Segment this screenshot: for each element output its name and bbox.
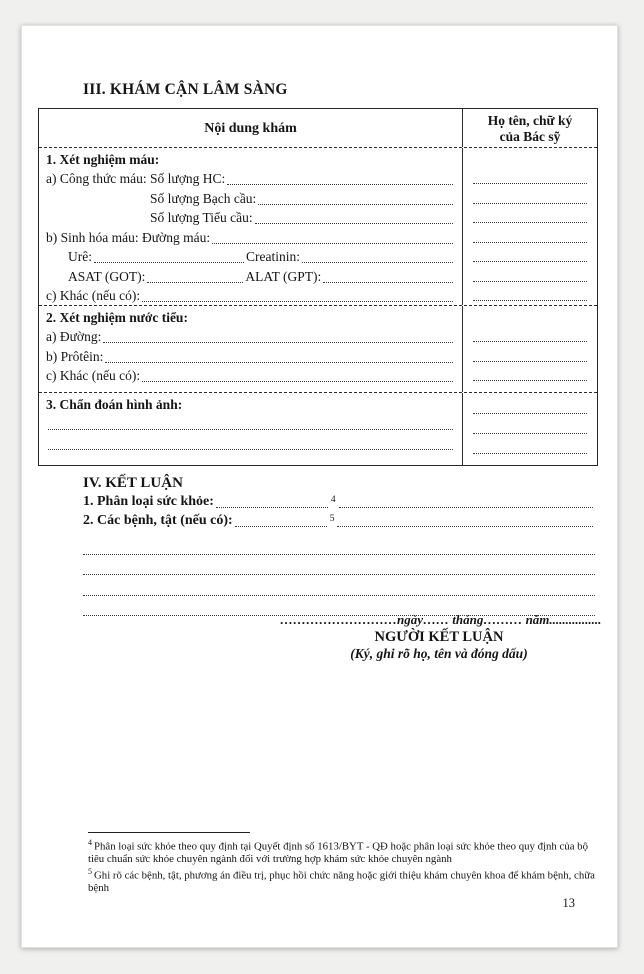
row-blood-sugar [46,227,455,247]
dotted-blank-line [83,555,595,576]
creatinin-label: Creatinin: [246,249,300,264]
col-header-doctor-line1: Họ tên, chữ ký [487,112,573,128]
doctor-signature-line [471,187,589,207]
col-header-doctor-signature [463,109,597,147]
conclusion-blank-lines [83,534,595,616]
doctor-signature-line [471,265,589,285]
doctor-signature-line [471,365,589,385]
doctor-signature-line [471,437,589,457]
dotted-blank [473,222,587,223]
doctor-signature-line [471,397,589,417]
dotted-blank [473,341,587,342]
urine-tests-doctor-cell [463,306,597,392]
dotted-blank [323,282,453,283]
document-page [21,25,618,948]
diseases-label: 2. Các bệnh, tật (nếu có): [83,513,233,528]
signer-instruction: (Ký, ghi rõ họ, tên và đóng dấu) [350,646,528,661]
urine-other-label: c) Khác (nếu có): [46,368,141,383]
blood-tests-doctor-cell [463,148,597,305]
signer-title: NGƯỜI KẾT LUẬN [374,629,504,645]
row-urine-protein [46,346,455,366]
diseases-row [83,511,595,530]
hc-count-label: a) Công thức máu: Số lượng HC: [46,171,226,186]
row-blood-other [46,286,455,306]
wbc-count-label: Số lượng Bạch cầu: [150,190,257,206]
dotted-blank-line [83,534,595,555]
dotted-blank [103,342,453,343]
blood-tests-content [39,148,463,305]
dotted-blank [235,526,327,527]
conclusion-title: IV. KẾT LUẬN [83,475,183,491]
dotted-blank [94,262,244,263]
urine-sugar-label: a) Đường: [46,329,102,344]
row-hc-count [46,169,455,189]
footnote-5 [88,866,596,895]
dotted-blank [302,262,453,263]
doctor-signature-line [471,226,589,246]
ure-label: Urê: [68,249,92,264]
health-classification-label: 1. Phân loại sức khỏe: [83,494,214,509]
dotted-blank [258,204,453,205]
footnote-ref-4: 4 [330,495,336,505]
urine-protein-label: b) Prôtêin: [46,348,104,364]
imaging-doctor-cell [463,393,597,465]
dotted-blank [473,413,587,414]
imaging-title: 3. Chẩn đoán hình ảnh: [46,396,183,412]
row-urine-tests [39,305,597,392]
blood-other-label: c) Khác (nếu có): [46,288,141,303]
urine-tests-title: 2. Xét nghiệm nước tiểu: [46,309,188,325]
doctor-signature-line [471,345,589,365]
page-number: 13 [562,896,575,910]
dotted-blank [473,300,587,301]
dotted-blank [212,243,453,244]
row-urine-sugar [46,327,455,347]
dotted-blank [255,223,453,224]
footnote-4-marker: 4 [88,838,92,847]
dotted-blank [339,507,593,508]
blood-tests-title: 1. Xét nghiệm máu: [46,151,160,167]
row-ure-creatinin [46,247,455,267]
doctor-signature-line [471,168,589,188]
imaging-content [39,393,463,465]
table-header-row [39,109,597,147]
col-header-exam-content: Nội dung khám [39,109,463,147]
health-classification-row [83,492,595,511]
dotted-blank [473,203,587,204]
footnote-divider [88,832,250,833]
doctor-signature-line [471,417,589,437]
signature-block [280,612,602,662]
doctor-signature-line [471,326,589,346]
platelet-count-label: Số lượng Tiểu cầu: [150,210,253,225]
doctor-signature-line [471,246,589,266]
dotted-blank [48,449,453,450]
row-platelet-count [46,208,455,228]
dotted-blank [227,184,453,185]
row-imaging-diagnosis [39,392,597,465]
blood-sugar-label: b) Sinh hóa máu: Đường máu: [46,229,211,245]
row-blood-tests [39,147,597,305]
date-line: ………………………ngày…… tháng……… năm................ [280,612,602,627]
row-asat-alat [46,266,455,286]
doctor-signature-line [471,207,589,227]
row-urine-other [46,366,455,386]
footnote-5-text: Ghi rõ các bệnh, tật, phương án điều trị, phục hồi chức năng hoặc giới thiệu khám chuyên khoa để khám bệnh, chữa bệnh [88,869,595,894]
dotted-blank [48,429,453,430]
dotted-blank [473,281,587,282]
dotted-blank [473,380,587,381]
footnotes [88,832,596,894]
row-wbc-count [46,188,455,208]
dotted-blank [473,433,587,434]
exam-table [38,108,598,466]
dotted-blank [105,362,453,363]
col-header-doctor-line2: của Bác sỹ [499,128,561,144]
doctor-signature-line [471,285,589,305]
dotted-blank [473,361,587,362]
footnote-5-marker: 5 [88,866,92,876]
dotted-blank [142,381,453,382]
dotted-blank [473,453,587,454]
footnote-4-text: Phân loại sức khỏe theo quy định tại Quyết định số 1613/BYT - QĐ hoặc phân loại sức khỏe theo quy định của bộ tiêu chuẩn sức khỏe chuyên ngành đối với trường hợp khám sức khỏe chuyên ngành [88,840,588,866]
imaging-blank-row [46,414,455,434]
urine-tests-content [39,306,463,392]
dotted-blank [337,526,593,527]
section-iii-title: III. KHÁM CẬN LÂM SÀNG [83,81,288,98]
dotted-blank [216,507,328,508]
asat-label: ASAT (GOT): [68,268,146,284]
conclusion-section [83,475,595,616]
dotted-blank [473,183,587,184]
dotted-blank [473,261,587,262]
dotted-blank [142,301,453,302]
alat-label: ALAT (GPT): [245,268,322,284]
dotted-blank [473,242,587,243]
footnote-4 [88,837,596,866]
imaging-blank-row [46,433,455,453]
dotted-blank [147,282,243,283]
footnote-ref-5: 5 [329,514,335,524]
dotted-blank-line [83,575,595,596]
